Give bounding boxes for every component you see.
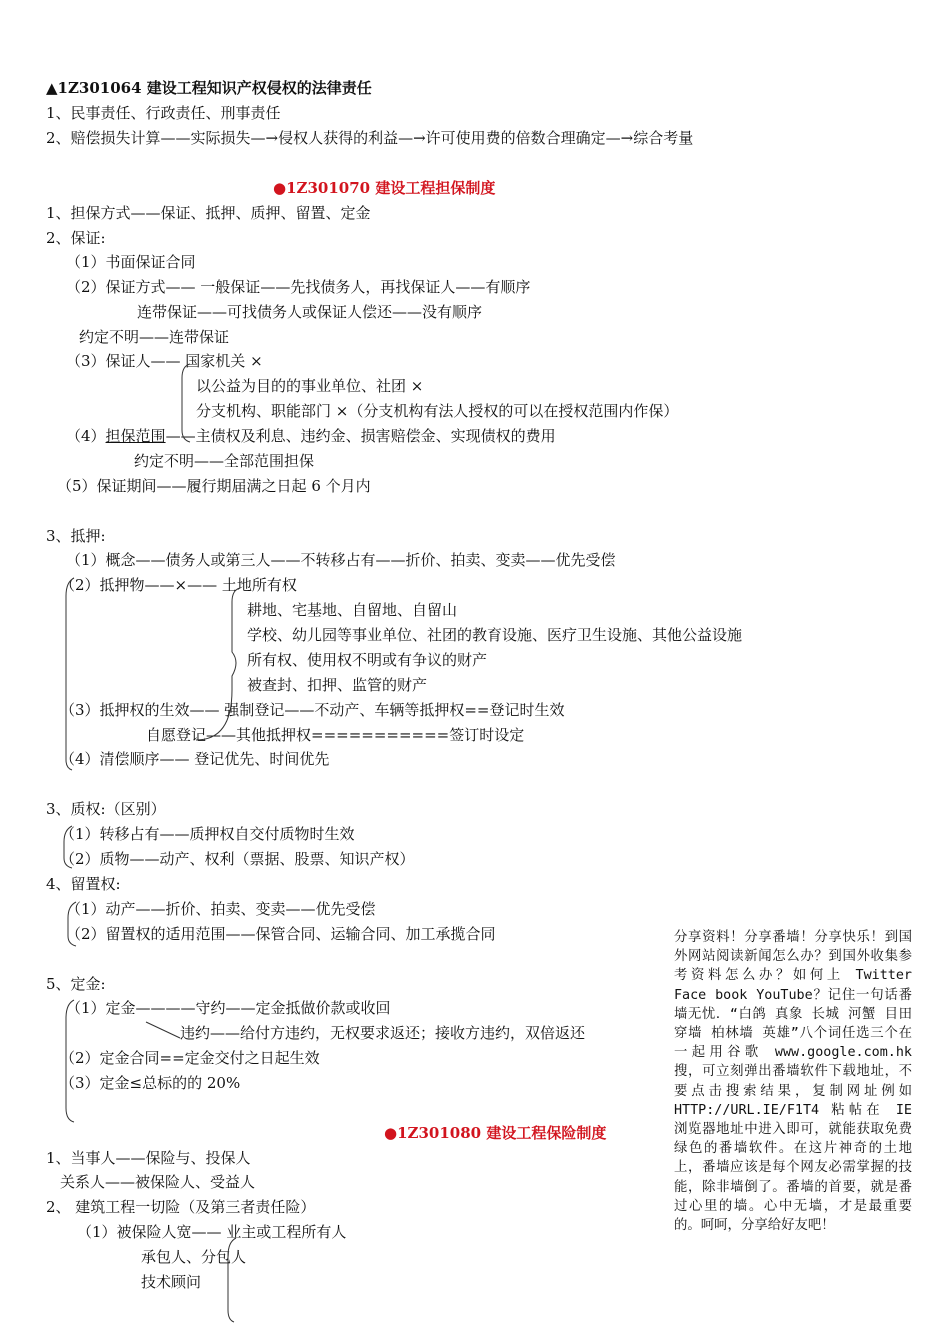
text-line: 被查封、扣押、监管的财产 — [247, 676, 428, 694]
text-line: 分支机构、职能部门 ×（分支机构有法人授权的可以在授权范围内作保） — [196, 402, 679, 420]
text-line: 约定不明——全部范围担保 — [134, 452, 315, 470]
text-line: （3）抵押权的生效—— 强制登记——不动产、车辆等抵押权==登记时生效 — [60, 701, 565, 719]
bracket-mortgage — [66, 578, 74, 770]
text-line: 关系人——被保险人、受益人 — [60, 1173, 256, 1191]
text-line: 学校、幼儿园等事业单位、社团的教育设施、医疗卫生设施、其他公益设施 — [247, 626, 743, 644]
text-line: 连带保证——可找债务人或保证人偿还——没有顺序 — [137, 303, 483, 321]
text-line: 2、保证: — [46, 229, 106, 247]
text-line: 以公益为目的的事业单位、社团 × — [196, 377, 424, 395]
text-line: （4）担保范围——主债权及利息、违约金、损害赔偿金、实现债权的费用 — [66, 427, 556, 445]
text-line: 4、留置权: — [46, 875, 121, 893]
text-line: 3、抵押: — [46, 527, 106, 545]
text-line: （2）保证方式—— 一般保证——先找债务人，再找保证人——有顺序 — [66, 278, 531, 296]
text-line: 1、当事人——保险与、投保人 — [46, 1149, 251, 1167]
section-title-insurance: ●1Z301080 建设工程保险制度 — [384, 1124, 607, 1142]
text-line: （4）清偿顺序—— 登记优先、时间优先 — [60, 750, 330, 768]
text-line: （1）书面保证合同 — [66, 253, 196, 271]
text-line: （3）定金≤总标的的 20% — [60, 1074, 241, 1092]
underlined-term: 担保范围 — [105, 427, 166, 445]
text-line: （1）概念——债务人或第三人——不转移占有——折价、拍卖、变卖——优先受偿 — [66, 551, 616, 569]
text-line: 1、担保方式——保证、抵押、质押、留置、定金 — [46, 204, 371, 222]
text-line: （1）被保险人宽—— 业主或工程所有人 — [77, 1223, 347, 1241]
text-line: （1）定金————守约——定金抵做价款或收回 — [66, 999, 391, 1017]
sidebar-note: 分享资料！分享番墙！分享快乐！到国外网站阅读新闻怎么办？到国外收集参考资料怎么办？如何上 Twitter Face book YouTube？记住一句话番墙无忧．“白鸽 真象 长城 河蟹 目田 穿墙 柏林墙 英雄”八个词任选三个在一起用谷歌 www.google.com.hk 搜，可立刻弹出番墙软件下载地址，不要点击搜索结果，复制网址例如 HTTP://URL.IE/F1T4 粘帖在 IE 浏览器地址中进入即可，就能获取免费绿色的番墙软件。在这片神奇的土地上，番墙应该是每个网友必需掌握的技能，除非墙倒了。番墙的首要，就是番过心里的墙。心中无墙，才是最重要的。呵呵，分享给好友吧！ — [674, 930, 912, 1234]
text-line: 3、质权:（区别） — [46, 800, 166, 818]
text-line: 自愿登记——其他抵押权===========签订时设定 — [146, 726, 525, 744]
text-line: 耕地、宅基地、自留地、自留山 — [247, 601, 458, 619]
text-line: 2、赔偿损失计算——实际损失—→侵权人获得的利益—→许可使用费的倍数合理确定—→综合考量 — [46, 129, 694, 147]
text-line: 2、 建筑工程一切险（及第三者责任险） — [46, 1198, 316, 1216]
text-line: （5）保证期间——履行期届满之日起 6 个月内 — [57, 477, 371, 495]
section-title-ip-liability: ▲1Z301064 建设工程知识产权侵权的法律责任 — [46, 79, 372, 97]
text-line: （1）转移占有——质押权自交付质物时生效 — [60, 825, 355, 843]
text-line: 技术顾问 — [141, 1273, 202, 1291]
section-title-guarantee: ●1Z301070 建设工程担保制度 — [273, 179, 496, 197]
text-line: （1）动产——折价、拍卖、变卖——优先受偿 — [66, 900, 376, 918]
text-line: 所有权、使用权不明或有争议的财产 — [247, 651, 488, 669]
text-line: （2）抵押物——×—— 土地所有权 — [60, 576, 297, 594]
text-line: 5、定金: — [46, 975, 106, 993]
text-line: 1、民事责任、行政责任、刑事责任 — [46, 104, 281, 122]
text-line: （2）定金合同==定金交付之日起生效 — [60, 1049, 320, 1067]
text-line: （2）留置权的适用范围——保管合同、运输合同、加工承揽合同 — [66, 925, 496, 943]
bracket-deposit-arrow — [146, 1022, 180, 1038]
text-line: （2）质物——动产、权利（票据、股票、知识产权） — [60, 850, 415, 868]
text-line: 约定不明——连带保证 — [79, 328, 230, 346]
text-line: 承包人、分包人 — [141, 1248, 247, 1266]
text-line: （3）保证人—— 国家机关 × — [66, 352, 263, 370]
text-line: 违约——给付方违约，无权要求返还；接收方违约，双倍返还 — [180, 1024, 586, 1042]
